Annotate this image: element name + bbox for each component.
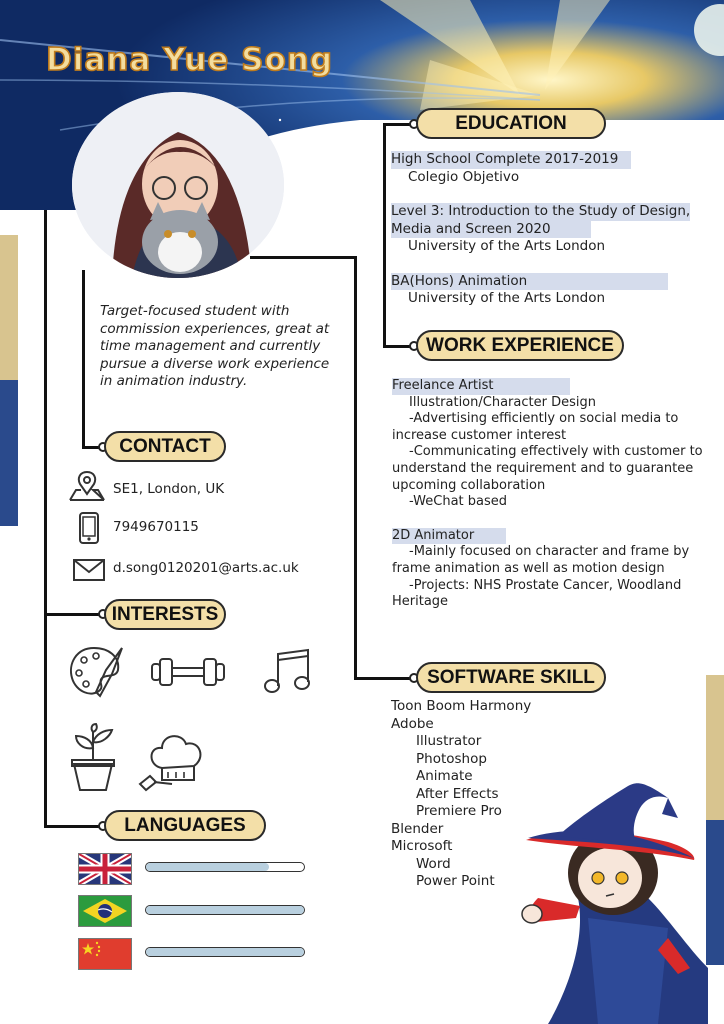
language-level-fill: [146, 863, 269, 871]
interests-heading: INTERESTS: [104, 599, 226, 630]
language-level-bar-chinese: [145, 947, 305, 957]
work-title: 2D Animator: [392, 528, 506, 545]
education-item: [391, 273, 706, 308]
left-timeline: [44, 210, 47, 828]
education-title: Level 3: Introduction to the Study of Design,: [391, 203, 691, 219]
software-item: Photoshop: [416, 750, 487, 767]
left-accent-bar-gold: [0, 235, 18, 380]
work-line: -Advertising efficiently on social media to: [409, 411, 679, 427]
chef-hat-icon: [138, 726, 212, 792]
contact-heading: CONTACT: [104, 431, 226, 462]
person-name: Diana Yue Song: [46, 42, 334, 78]
education-item: [391, 203, 706, 256]
work-line: frame animation as well as motion design: [392, 560, 665, 576]
work-line: -Communicating effectively with customer to: [409, 444, 703, 460]
painting-icon: [66, 644, 126, 702]
software-item: Microsoft: [391, 838, 453, 854]
location-icon: [68, 470, 106, 502]
software-item: Premiere Pro: [416, 803, 502, 819]
education-title: Media and Screen 2020: [391, 221, 591, 239]
software-heading: SOFTWARE SKILL: [416, 662, 606, 693]
mail-icon: [72, 558, 106, 582]
work-line: understand the requirement and to guarantee: [392, 460, 694, 476]
language-level-bar-portuguese: [145, 905, 305, 915]
education-title: BA(Hons) Animation: [391, 273, 668, 291]
interests-connector: [44, 613, 104, 616]
contact-address: SE1, London, UK: [113, 481, 225, 497]
witch-character-illustration: [518, 778, 708, 1024]
plant-icon: [66, 722, 120, 792]
language-level-fill: [146, 948, 304, 956]
software-item: Animate: [416, 768, 473, 784]
languages-connector: [44, 825, 104, 828]
software-list: [391, 698, 531, 891]
software-connector-h: [354, 677, 414, 680]
education-title: High School Complete 2017-2019: [391, 151, 631, 169]
education-school: Colegio Objetivo: [408, 168, 520, 185]
dumbbell-icon: [148, 656, 228, 688]
work-line: Heritage: [392, 594, 449, 610]
right-accent-bar-gold: [706, 675, 724, 820]
education-list: [391, 151, 706, 308]
languages-heading: LANGUAGES: [104, 810, 266, 841]
work-line: -Mainly focused on character and frame by: [409, 544, 690, 560]
work-title: Freelance Artist: [392, 378, 570, 395]
education-heading: EDUCATION: [416, 108, 606, 139]
work-line: increase customer interest: [392, 427, 567, 443]
phone-icon: [78, 512, 100, 544]
work-line: upcoming collaboration: [392, 477, 546, 493]
work-line: -Projects: NHS Prostate Cancer, Woodland: [409, 577, 682, 593]
photo-connector-h: [250, 256, 356, 259]
profile-photo: [72, 92, 284, 278]
education-item: [391, 151, 706, 186]
language-level-bar-uk: [145, 862, 305, 872]
left-accent-bar-navy: [0, 380, 18, 526]
software-item: Illustrator: [416, 733, 482, 749]
software-item: Power Point: [416, 873, 495, 889]
china-flag: [78, 938, 132, 970]
software-item: Toon Boom Harmony: [391, 698, 532, 714]
education-school: University of the Arts London: [408, 238, 606, 254]
work-heading: WORK EXPERIENCE: [416, 330, 624, 361]
contact-phone: 7949670115: [113, 519, 199, 535]
software-item: Blender: [391, 820, 444, 837]
education-connector-v: [383, 123, 386, 347]
uk-flag: [78, 853, 132, 885]
work-line: -WeChat based: [409, 494, 508, 510]
software-item: After Effects: [416, 785, 499, 802]
software-connector-v: [354, 256, 357, 680]
work-line: Illustration/Character Design: [409, 394, 596, 410]
software-item: Adobe: [391, 715, 434, 732]
language-level-fill: [146, 906, 304, 914]
work-list: [392, 378, 704, 611]
education-school: University of the Arts London: [408, 290, 606, 306]
contact-email: d.song0120201@arts.ac.uk: [113, 560, 299, 576]
bio-text: Target-focused student with commission experiences, great at time management and currently pursue a diverse work experience in animation industry.: [100, 303, 330, 389]
right-accent-bar-navy: [706, 820, 724, 965]
brazil-flag: [78, 895, 132, 927]
software-item: Word: [416, 855, 451, 872]
contact-connector-v: [82, 270, 85, 448]
music-note-icon: [262, 646, 314, 696]
